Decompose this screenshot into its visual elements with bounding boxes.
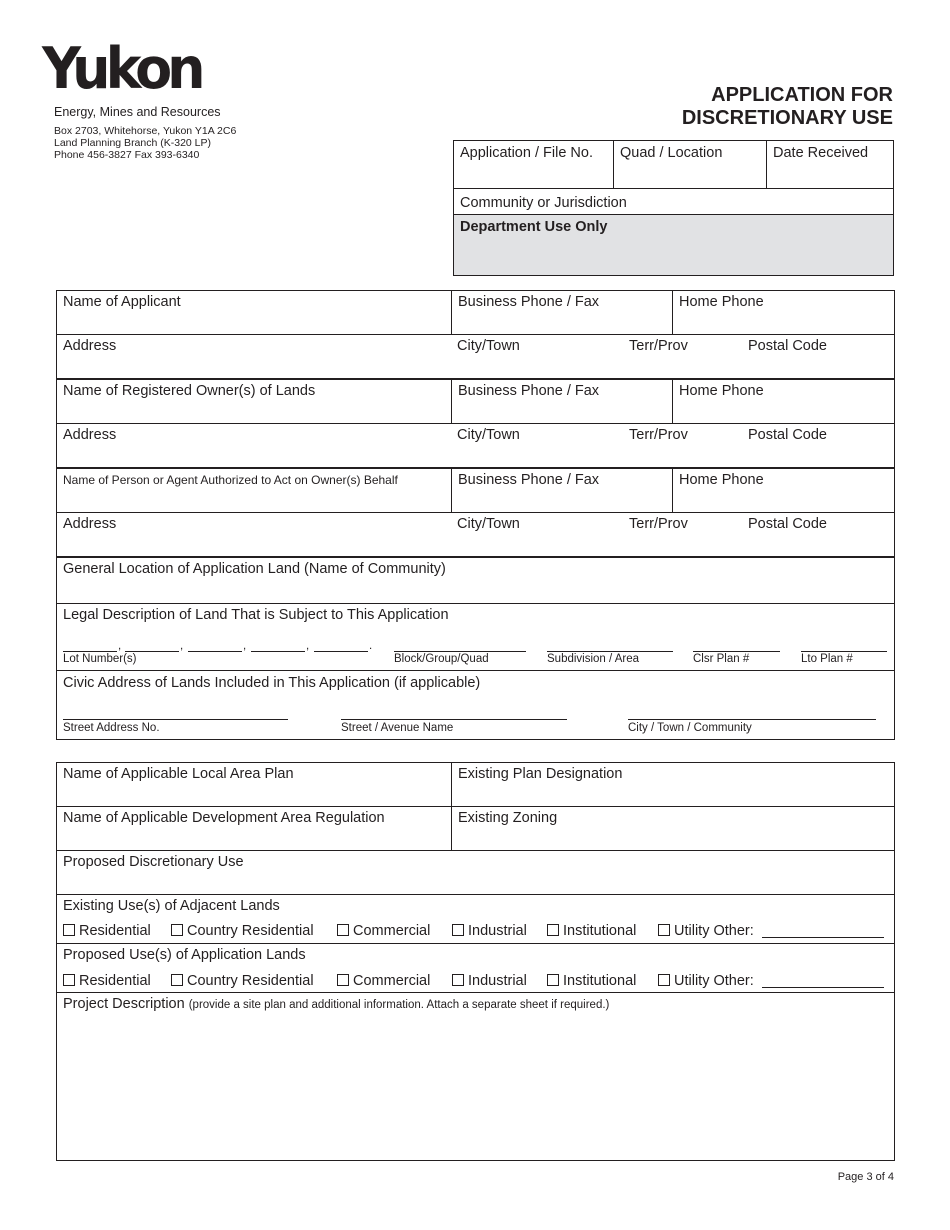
- owner-city-field[interactable]: City/Town: [457, 427, 520, 443]
- comma: ,: [118, 640, 122, 652]
- dev-area-regulation-field[interactable]: Name of Applicable Development Area Regulation: [63, 810, 385, 826]
- community-field[interactable]: Community or Jurisdiction: [460, 195, 627, 211]
- lot-number-label: Lot Number(s): [63, 653, 137, 665]
- comma: ,: [243, 640, 247, 652]
- proposed-institutional-checkbox[interactable]: [547, 974, 559, 986]
- proposed-other-line[interactable]: [762, 987, 884, 988]
- owner-business-phone-field[interactable]: Business Phone / Fax: [458, 383, 600, 399]
- agent-address-field[interactable]: Address: [63, 516, 117, 532]
- street-name-label: Street / Avenue Name: [341, 722, 454, 734]
- applicant-home-phone-field[interactable]: Home Phone: [679, 294, 764, 310]
- quad-location-field[interactable]: Quad / Location: [620, 145, 723, 161]
- branch-address: [54, 125, 236, 161]
- agent-business-phone-field[interactable]: Business Phone / Fax: [458, 472, 600, 488]
- form-title: [682, 84, 893, 130]
- lto-label: Lto Plan #: [801, 653, 853, 665]
- option-label: Institutional: [563, 973, 637, 989]
- option-label: Utility Other:: [674, 923, 754, 939]
- agent-postal-field[interactable]: Postal Code: [748, 516, 827, 532]
- proposed-country-residential-checkbox[interactable]: [171, 974, 183, 986]
- proposed-uses-label: Proposed Use(s) of Application Lands: [63, 947, 306, 963]
- project-description-field[interactable]: [63, 996, 609, 1012]
- block-label: Block/Group/Quad: [394, 653, 489, 665]
- address-line: Box 2703, Whitehorse, Yukon Y1A 2C6: [54, 125, 237, 137]
- proposed-use-field[interactable]: Proposed Discretionary Use: [63, 854, 244, 870]
- adjacent-industrial-checkbox[interactable]: [452, 924, 464, 936]
- city-community-line[interactable]: [628, 719, 876, 720]
- option-label: Country Residential: [187, 973, 314, 989]
- address-line: Land Planning Branch (K-320 LP): [54, 137, 212, 149]
- lot-number-line[interactable]: [251, 651, 305, 652]
- option-label: Industrial: [468, 973, 527, 989]
- owner-terr-field[interactable]: Terr/Prov: [629, 427, 688, 443]
- agent-name-field[interactable]: Name of Person or Agent Authorized to Act on Owner(s) Behalf: [63, 473, 398, 487]
- period: .: [369, 640, 373, 652]
- street-no-line[interactable]: [63, 719, 288, 720]
- proposed-industrial-checkbox[interactable]: [452, 974, 464, 986]
- proposed-residential-checkbox[interactable]: [63, 974, 75, 986]
- owner-postal-field[interactable]: Postal Code: [748, 427, 827, 443]
- clsr-label: Clsr Plan #: [693, 653, 750, 665]
- file-no-field[interactable]: Application / File No.: [460, 145, 593, 161]
- option-label: Country Residential: [187, 923, 314, 939]
- local-area-plan-field[interactable]: Name of Applicable Local Area Plan: [63, 766, 294, 782]
- yukon-logo: Yukon: [42, 35, 201, 102]
- owner-address-field[interactable]: Address: [63, 427, 117, 443]
- department-use-label: Department Use Only: [460, 219, 608, 235]
- applicant-business-phone-field[interactable]: Business Phone / Fax: [458, 294, 600, 310]
- clsr-line[interactable]: [693, 651, 780, 652]
- agent-terr-field[interactable]: Terr/Prov: [629, 516, 688, 532]
- contact-section: [56, 290, 895, 740]
- title-line: DISCRETIONARY USE: [681, 107, 893, 129]
- lot-number-line[interactable]: [188, 651, 242, 652]
- lot-number-line[interactable]: [125, 651, 179, 652]
- agent-home-phone-field[interactable]: Home Phone: [679, 472, 764, 488]
- project-description-note: (provide a site plan and additional information. Attach a separate sheet if required.): [188, 999, 610, 1011]
- option-label: Residential: [79, 973, 151, 989]
- applicant-address-field[interactable]: Address: [63, 338, 117, 354]
- owner-home-phone-field[interactable]: Home Phone: [679, 383, 764, 399]
- street-no-label: Street Address No.: [63, 722, 160, 734]
- adjacent-commercial-checkbox[interactable]: [337, 924, 349, 936]
- applicant-terr-field[interactable]: Terr/Prov: [629, 338, 688, 354]
- block-line[interactable]: [394, 651, 526, 652]
- applicant-city-field[interactable]: City/Town: [457, 338, 520, 354]
- comma: ,: [306, 640, 310, 652]
- adjacent-utility-other-checkbox[interactable]: [658, 924, 670, 936]
- option-label: Commercial: [353, 923, 431, 939]
- subdivision-label: Subdivision / Area: [547, 653, 640, 665]
- subdivision-line[interactable]: [547, 651, 673, 652]
- adjacent-uses-label: Existing Use(s) of Adjacent Lands: [63, 898, 280, 914]
- comma: ,: [180, 640, 184, 652]
- general-location-field[interactable]: General Location of Application Land (Name of Community): [63, 561, 446, 577]
- adjacent-country-residential-checkbox[interactable]: [171, 924, 183, 936]
- option-label: Commercial: [353, 973, 431, 989]
- lto-line[interactable]: [801, 651, 887, 652]
- legal-description-label: Legal Description of Land That is Subject to This Application: [63, 607, 449, 623]
- department-name: Energy, Mines and Resources: [54, 105, 221, 119]
- date-received-field[interactable]: Date Received: [773, 145, 869, 161]
- adjacent-other-line[interactable]: [762, 937, 884, 938]
- existing-zoning-field[interactable]: Existing Zoning: [458, 810, 558, 826]
- lot-number-line[interactable]: [314, 651, 368, 652]
- adjacent-residential-checkbox[interactable]: [63, 924, 75, 936]
- proposed-utility-other-checkbox[interactable]: [658, 974, 670, 986]
- page-number: Page 3 of 4: [837, 1171, 894, 1183]
- option-label: Industrial: [468, 923, 527, 939]
- adjacent-institutional-checkbox[interactable]: [547, 924, 559, 936]
- option-label: Residential: [79, 923, 151, 939]
- project-description-label: Project Description: [63, 996, 185, 1012]
- option-label: Institutional: [563, 923, 637, 939]
- option-label: Utility Other:: [674, 973, 754, 989]
- lot-number-line[interactable]: [63, 651, 117, 652]
- civic-address-label: Civic Address of Lands Included in This Application (if applicable): [63, 675, 481, 691]
- agent-city-field[interactable]: City/Town: [457, 516, 520, 532]
- city-community-label: City / Town / Community: [628, 722, 752, 734]
- owner-name-field[interactable]: Name of Registered Owner(s) of Lands: [63, 383, 316, 399]
- proposed-commercial-checkbox[interactable]: [337, 974, 349, 986]
- title-line: APPLICATION FOR: [711, 84, 893, 106]
- applicant-postal-field[interactable]: Postal Code: [748, 338, 827, 354]
- applicant-name-field[interactable]: Name of Applicant: [63, 294, 181, 310]
- address-line: Phone 456-3827 Fax 393-6340: [54, 149, 200, 161]
- street-name-line[interactable]: [341, 719, 567, 720]
- existing-designation-field[interactable]: Existing Plan Designation: [458, 766, 623, 782]
